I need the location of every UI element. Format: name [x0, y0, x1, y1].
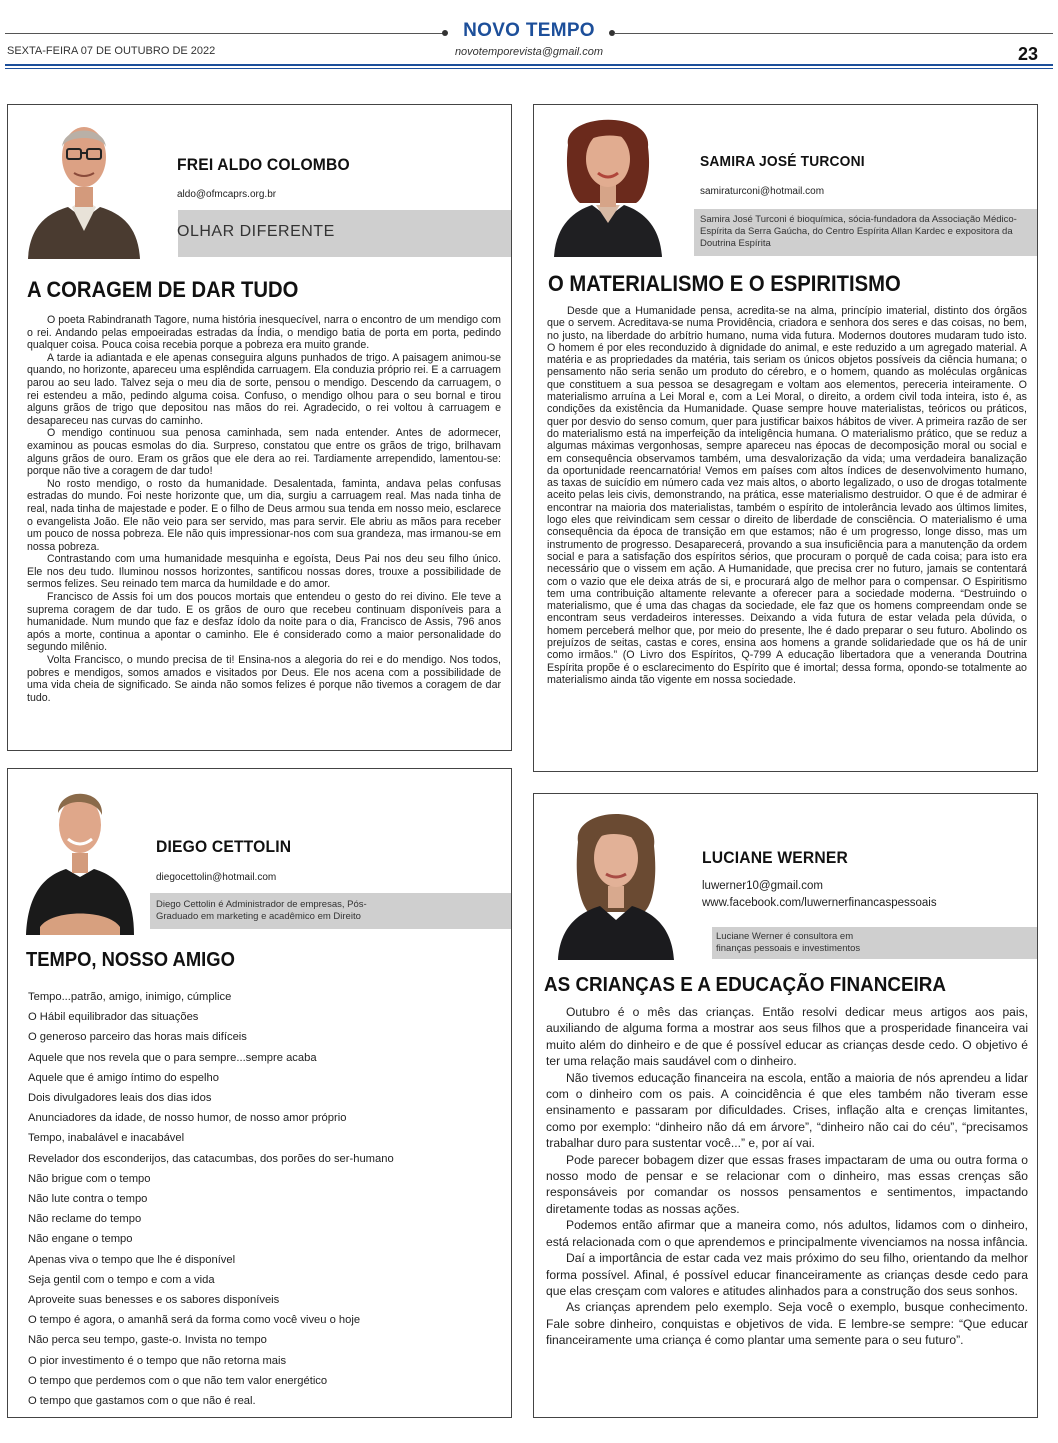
masthead-divider [5, 64, 1053, 66]
author-bio: Luciane Werner é consultora em finanças pessoais e investimentos [716, 931, 861, 954]
poem-line: Não engane o tempo [28, 1233, 133, 1246]
masthead-divider-thin [5, 68, 1053, 69]
poem-line: Seja gentil com o tempo e com a vida [28, 1273, 215, 1286]
article-luciane [533, 793, 1038, 1418]
column-name: OLHAR DIFERENTE [177, 223, 335, 240]
poem-line: Não lute contra o tempo [28, 1193, 148, 1206]
poem-line: O tempo é agora, o amanhã será da forma como você viveu o hoje [28, 1314, 361, 1327]
author-photo-diego [22, 777, 137, 935]
paragraph: Daí a importância de estar cada vez mais próximo do seu filho, orientando da melhor forma possível. Afinal, é possível educar financeiramente as crianças desde cedo para que elas cresçam com valores e atitudes alinhados para a construção dos seus sonhos. [546, 1251, 1028, 1298]
poem-line: Revelador dos esconderijos, das catacumbas, dos porões do ser-humano [28, 1152, 394, 1165]
poem-line: Aproveite suas benesses e os sabores disponíveis [28, 1294, 280, 1307]
paragraph: A tarde ia adiantada e ele apenas conseguira alguns punhados de trigo. A paisagem animou-se quando, no horizonte, apareceu uma esplêndida carruagem. Ela conduzia próprio rei. E a carruagem parou ao seu lado. Talvez seja o meu dia de sorte, pensou o mendigo. Descendo da carruagem, o rei estendeu a mão, pedindo alguma coisa. Confuso, o mendigo olhou para o seu bornal e tirou alguns grãos de trigo que depositou nas mãos do rei. Agradecido, o rei voltou à carruagem e desapareceu nas curvas do caminho. [27, 351, 501, 427]
paragraph: O poeta Rabindranath Tagore, numa história inesquecível, narra o encontro de um mendigo com o rei. Andando pelas empoeiradas estradas da Índia, o mendigo batia de porta em porta, pedindo qualquer coisa. Pouca coisa recebia porque a pobreza era muito grande. [27, 314, 501, 352]
article-body [546, 1004, 1028, 1349]
paragraph: Contrastando com uma humanidade mesquinha e egoísta, Deus Pai nos deu seu filho único. Ele nos deu tudo. Iluminou nossos horizontes, santificou nossas dores, trouxe a possibilidade de sermos felizes. Seu reinado tem marca da humildade e do amor. [27, 553, 501, 591]
poem-line: O tempo que gastamos com o que não é real. [28, 1395, 256, 1408]
masthead-rule-right [614, 33, 1053, 34]
article-headline: A CORAGEM DE DAR TUDO [27, 277, 299, 302]
newspaper-email: novotemporevista@gmail.com [454, 46, 604, 58]
poem-line: Não brigue com o tempo [28, 1172, 151, 1185]
author-email: diegocettolin@hotmail.com [156, 872, 277, 883]
author-bio: Diego Cettolin é Administrador de empresas, Pós-Graduado em marketing e acadêmico em Direito [156, 899, 367, 922]
article-body [27, 314, 501, 704]
paragraph: O mendigo continuou sua penosa caminhada, sem nada entender. Antes de adormecer, examinou as poucas esmolas do dia. Surpreso, constatou que entre os grãos de trigo, brilhavam alguns grãos de ouro. Eram os grãos que ele dera ao rei. Tardiamente arrependido, lamentou-se: porque não tive a coragem de dar tudo! [27, 427, 501, 478]
author-bio: Samira José Turconi é bioquímica, sócia-fundadora da Associação Médico-Espírita da Serra Gaúcha, do Centro Espírita Allan Kardec e expositora da Doutrina Espírita [700, 214, 1017, 249]
author-email: samiraturconi@hotmail.com [700, 186, 825, 197]
poem-line: Dois divulgadores leais dos dias idos [28, 1092, 212, 1105]
author-email: aldo@ofmcaprs.org.br [177, 189, 277, 200]
poem-line: O pior investimento é o tempo que não retorna mais [28, 1354, 287, 1367]
article-body [547, 305, 1027, 686]
paragraph: No rosto mendigo, o rosto da humanidade. Desalentada, faminta, andava pelas confusas estradas do mundo. Foi neste horizonte que, um dia, surgiu a carruagem real. Mas nada tinha de real, nada tinha de majestade e poder. E o filho de Deus armou sua tenda em nosso meio, esclarece o evangelista João. Ele não veio para ser servido, mas para servir. Ele abriu as mãos para receber um pouco de nossa pobreza. Ele não quis impressionar-nos com sua grandeza, mas irmanou-se em nossa pobreza. [27, 477, 501, 553]
issue-date: SEXTA-FEIRA 07 DE OUTUBRO DE 2022 [7, 45, 216, 57]
paragraph: Francisco de Assis foi um dos poucos mortais que entendeu o gesto do rei divino. Ele teve a suprema coragem de dar tudo. E os grãos de ouro que recebeu continuam disponíveis para a humanidade. Num mundo que faz e desfaz ídolo da noite para o dia, Francisco de Assis, 796 anos após a morte, continua a apontar o caminho. Ele é considerado como a maior personalidade do segundo milênio. [27, 591, 501, 654]
article-diego [7, 768, 512, 1418]
poem-line: O tempo que perdemos com o que não tem valor energético [28, 1374, 328, 1387]
poem-line: Aquele que é amigo íntimo do espelho [28, 1071, 219, 1084]
poem-line: O generoso parceiro das horas mais difíceis [28, 1031, 247, 1044]
author-email: luwerner10@gmail.com [702, 880, 823, 892]
poem-line: Não reclame do tempo [28, 1213, 142, 1226]
article-headline: TEMPO, NOSSO AMIGO [26, 949, 235, 971]
article-frei-aldo [7, 104, 512, 751]
author-name: LUCIANE WERNER [702, 848, 848, 867]
author-name: SAMIRA JOSÉ TURCONI [700, 153, 865, 170]
poem-line: Não perca seu tempo, gaste-o. Invista no tempo [28, 1334, 267, 1347]
author-photo-samira [552, 107, 664, 257]
poem-line: Tempo, inabalável e inacabável [28, 1132, 185, 1145]
paragraph: Não tivemos educação financeira na escola, então a maioria de nós aprendeu a lidar com o dinheiro com os pais. A coincidência é que eles também não tiveram esse ensinamento e passaram por dificuldades. Crises, inflação alta e crenças limitantes, como por exemplo: “dinheiro não dá em árvore”, “dinheiro não cai do céu”, “precisamos trabalhar duro para sustentar você...” e, por aí vai. [546, 1070, 1028, 1151]
article-samira [533, 104, 1038, 772]
article-headline: O MATERIALISMO E O ESPIRITISMO [548, 271, 901, 296]
paragraph: Volta Francisco, o mundo precisa de ti! Ensina-nos a alegoria do rei e do mendigo. Nos todos, pobres e mendigos, somos amados e visitados por Deus. Ele nos acena com a possibilidade de uma vida cheia de significado. Se ainda não somos felizes é porque não tivemos a coragem de dar tudo. [27, 654, 501, 704]
article-headline: AS CRIANÇAS E A EDUCAÇÃO FINANCEIRA [544, 973, 947, 996]
author-website: www.facebook.com/luwernerfinancaspessoais [702, 897, 937, 909]
author-photo-aldo [24, 107, 142, 259]
author-name: FREI ALDO COLOMBO [177, 155, 350, 174]
author-name: DIEGO CETTOLIN [156, 837, 292, 856]
masthead [0, 0, 1058, 72]
paragraph: Outubro é o mês das crianças. Então resolvi dedicar meus artigos aos pais, auxiliando de alguma forma a mostrar aos seus filhos que a prosperidade financeira vai muito além do dinheiro e de que é possível educar as crianças desde cedo. O objetivo é ter uma relação mais saudável com o dinheiro. [546, 1005, 1028, 1069]
paragraph: Pode parecer bobagem dizer que essas frases impactaram de uma ou outra forma o nosso modo de pensar e se relacionar com o dinheiro, mas essas crenças são responsáveis por comandar os nossos pensamentos e sentimentos, impactando diretamente todas as nossas ações. [546, 1152, 1028, 1216]
poem-line: Aquele que nos revela que o para sempre...sempre acaba [28, 1051, 317, 1064]
paragraph: Podemos então afirmar que a maneira como, nós adultos, lidamos com o dinheiro, está relacionada com o que aprendemos e principalmente vivenciamos na nossa infância. [546, 1218, 1029, 1249]
paragraph: Desde que a Humanidade pensa, acredita-se na alma, princípio imaterial, distinto dos órgãos que o servem. Acreditava-se numa Providência, criadora e senhora dos seres e das coisas, no bem, no justo, na liberdade do arbítrio humano, numa vida futura. Modernos doutores mudaram tudo isto. O homem é por eles reconduzido à dignidade do animal, e este reduzido a um agregado material. A matéria e as propriedades da matéria, tais seriam os únicos objetos possíveis da ciência humana; o pensamento não seria senão um produto do cérebro, e o homem, quando as moléculas orgânicas que constituem a sua pessoa se desagregam e voltam aos elementos, pereceria inteiramente. O materialismo arruína a Lei Moral e, com a Lei Moral, o direito, a ordem civil toda inteira, isto é, as condições da existência da Humanidade. Quase sempre houve materialistas, teóricos ou práticos, quer por desvio do senso comum, quer para justificar baixos hábitos de viver. A primeira razão de ser do materialismo está na imperfeição da inteligência humana. O materialismo prático, que se reduz a algumas máximas vergonhosas, sempre apareceu nas épocas de decomposição moral ou social e em consequência observamos também, uma desvalorização da vida; uma verdadeira banalização da oportunidade reencarnatória! Vemos em países com altos índices de desenvolvimento humano, as taxas de suicídio em número cada vez mais altos, o aborto legalizado, o uso de drogas totalmente aceito pelas leis civis, demonstrando, na prática, esse materialismo destruidor. O que é de admirar é encontrar na maioria dos materialistas, também o espírito de intolerância levado aos últimos limites, logo eles que reivindicam sem cessar o direito de liberdade de consciência. O materialismo é uma consequência da época de transição em que estamos; não é um progresso, longe disso, mas um instrumento de progresso. Desaparecerá, provando a sua insuficiência para a manutenção da ordem social e para a satisfação dos espíritos sérios, que procuram o porquê de cada coisa; para isto era necessário que o vissem em ação. A Humanidade, que precisa crer no futuro, jamais se contentará com o vazio que ele deixa atrás de si, e procurará algo de melhor para o compensar. O Espiritismo tem uma contribuição altamente relevante a oferecer para a sociedade moderna. “Destruindo o materialismo, que é uma das chagas da sociedade, ele faz que os homens compreendam onde se encontram seus verdadeiros interesses. Deixando a vida futura de estar velada pela dúvida, o homem perceberá melhor que, por meio do presente, lhe é dado preparar o seu futuro. Abolindo os prejuízos de seitas, castas e cores, ensina aos homens a grande solidariedade que os há de unir como irmãos.” (O Livro dos Espíritos, Q-799 A educação libertadora que a veneranda Doutrina Espírita propõe é o esclarecimento do Espírito que é imortal; dessa forma, opondo-se totalmente ao materialismo ainda tão vigente em nossa sociedade. [547, 305, 1027, 686]
poem-line: Apenas viva o tempo que lhe é disponível [28, 1253, 236, 1266]
paragraph: As crianças aprendem pelo exemplo. Seja você o exemplo, busque conhecimento. Fale sobre dinheiro, conquistas e objetivos de vida. E lembre-se sempre: “Que educar financeiramente uma criança é como plantar uma semente para o seu futuro”. [546, 1300, 1028, 1348]
newspaper-title: NOVO TEMPO [463, 20, 595, 41]
page-number: 23 [1017, 44, 1038, 64]
poem-line: O Hábil equilibrador das situações [28, 1011, 199, 1024]
poem-line: Tempo...patrão, amigo, inimigo, cúmplice [28, 991, 232, 1003]
poem-lines [28, 987, 394, 1411]
poem-line: Anunciadores da idade, de nosso humor, de nosso amor próprio [28, 1112, 347, 1125]
author-photo-luciane [556, 802, 676, 960]
